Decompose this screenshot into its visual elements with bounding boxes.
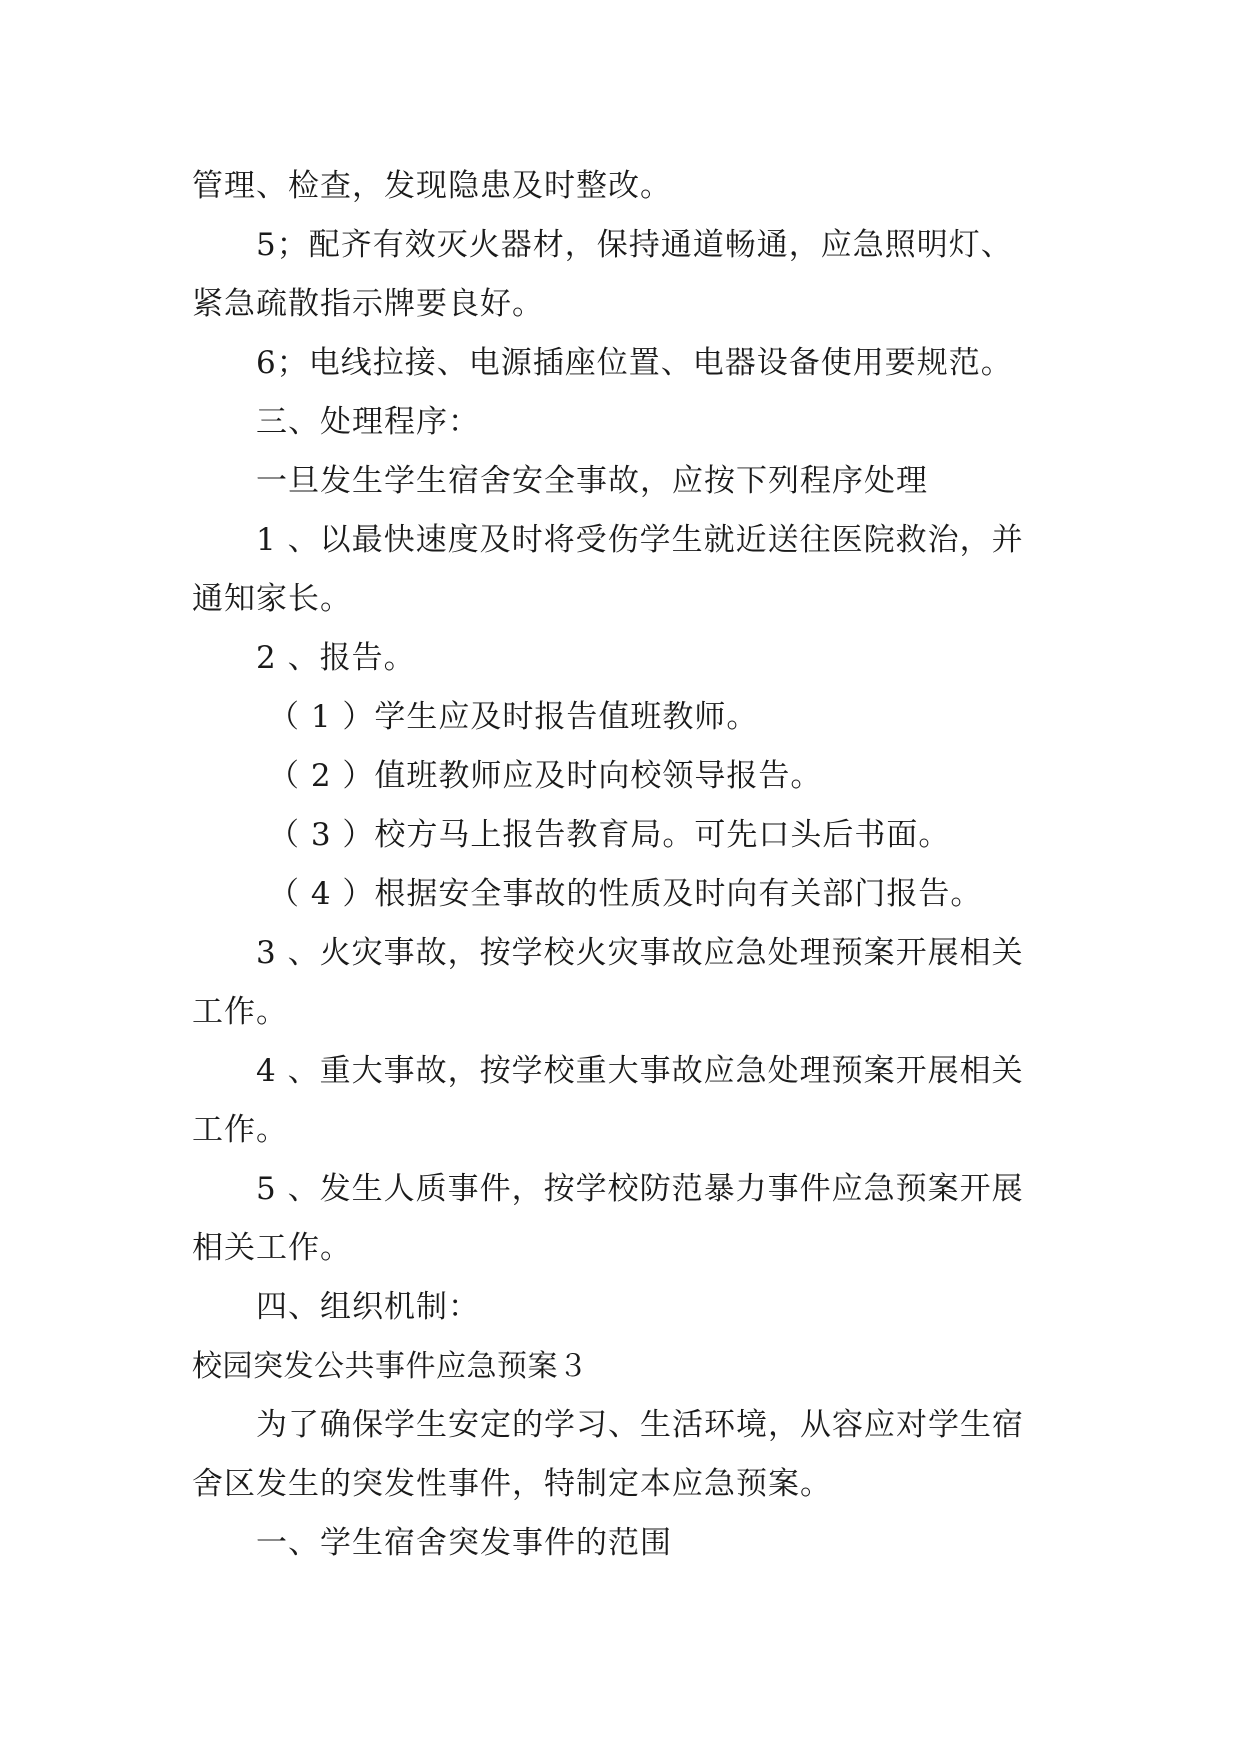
- list-item: 5 、发生人质事件，按学校防范暴力事件应急预案开展: [256, 1171, 1024, 1207]
- sub-list-item: （ 3 ）校方马上报告教育局。可先口头后书面。: [268, 817, 951, 853]
- paragraph-line: 6；电线拉接、电源插座位置、电器设备使用要规范。: [256, 345, 1013, 381]
- paragraph-line: 工作。: [192, 1112, 288, 1148]
- sub-list-item: （ 1 ）学生应及时报告值班教师。: [268, 699, 759, 735]
- paragraph-line: 管理、检查，发现隐患及时整改。: [192, 168, 672, 204]
- paragraph-line: 紧急疏散指示牌要良好。: [192, 286, 544, 322]
- sub-list-item: （ 4 ）根据安全事故的性质及时向有关部门报告。: [268, 876, 983, 912]
- section-heading: 三、处理程序：: [256, 404, 480, 440]
- paragraph-line: 工作。: [192, 994, 288, 1030]
- list-item: 2 、报告。: [256, 640, 416, 676]
- section-heading: 一、学生宿舍突发事件的范围: [256, 1525, 672, 1561]
- sub-list-item: （ 2 ）值班教师应及时向校领导报告。: [268, 758, 823, 794]
- paragraph-line: 5；配齐有效灭火器材，保持通道畅通，应急照明灯、: [256, 227, 1013, 263]
- list-item: 1 、以最快速度及时将受伤学生就近送往医院救治，并: [256, 522, 1024, 558]
- paragraph-line: 相关工作。: [192, 1230, 352, 1266]
- document-body: [192, 157, 1064, 1573]
- section-heading: 四、组织机制：: [256, 1289, 480, 1325]
- list-item: 3 、火灾事故，按学校火灾事故应急处理预案开展相关: [256, 935, 1024, 971]
- paragraph-line: 通知家长。: [192, 581, 352, 617]
- document-title: 校园突发公共事件应急预案３: [192, 1349, 589, 1384]
- paragraph-line: 舍区发生的突发性事件，特制定本应急预案。: [192, 1466, 832, 1502]
- list-item: 4 、重大事故，按学校重大事故应急处理预案开展相关: [256, 1053, 1024, 1089]
- paragraph-line: 一旦发生学生宿舍安全事故，应按下列程序处理: [256, 463, 928, 499]
- paragraph-line: 为了确保学生安定的学习、生活环境，从容应对学生宿: [256, 1407, 1024, 1443]
